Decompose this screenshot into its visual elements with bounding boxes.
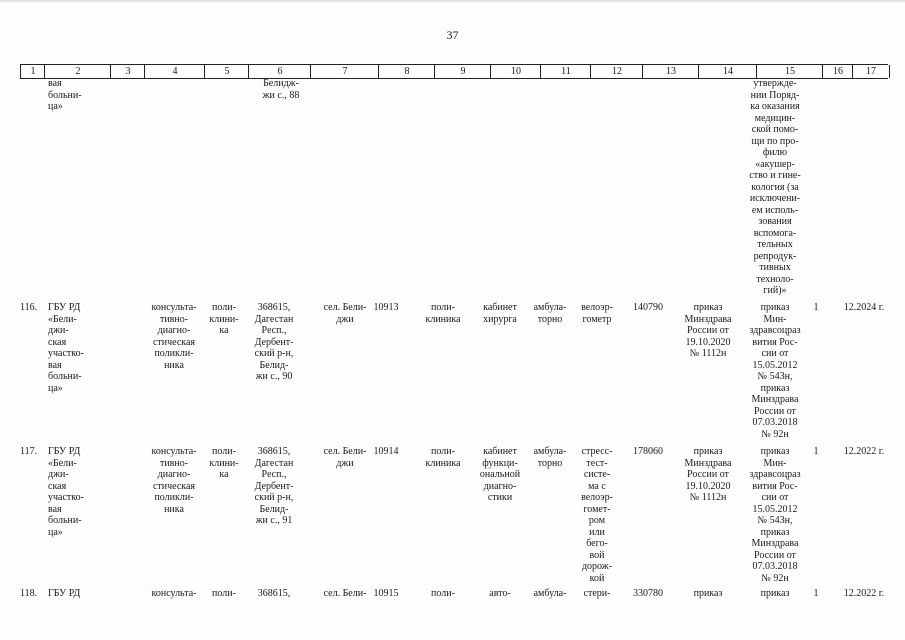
continuation-col-6: Белидж- жи с., 88: [262, 78, 300, 101]
header-col-4: 4: [144, 65, 205, 78]
code-cell: 10915: [373, 588, 399, 599]
order-cell: приказ Минздрава России от 19.10.2020 № 1112н: [684, 302, 732, 359]
header-col-17: 17: [852, 65, 890, 78]
header-col-6: 6: [248, 65, 311, 78]
address-cell: 368615, Дагестан Респ., Дербент- ский р-н, Белид- жи с., 90: [254, 302, 294, 382]
equipment-cell: стери-: [583, 588, 611, 599]
care-form-cell: амбула- торно: [533, 446, 567, 469]
unit-kind-cell: поли-: [212, 588, 236, 599]
unit-type-cell: консульта- тивно- диагно- стическая поликли- ника: [151, 446, 197, 515]
locality-cell: сел. Бели- джи: [323, 302, 367, 325]
department-cell: поли- клиника: [425, 302, 461, 325]
organization-cell: ГБУ РД «Бели- джи- ская участко- вая больни- ца»: [48, 446, 84, 538]
date-cell: 12.2022 г.: [843, 588, 885, 599]
equipment-code-cell: 178060: [633, 446, 663, 457]
code-cell: 10913: [373, 302, 399, 313]
continuation-col-15: утвержде- нии Поряд- ка оказания медицин- ской помо- щи по про- филю «акушер- ство и гине- кология (за исключени- ем исполь- зования вспомога- тельных репродук- тивных техноло- гий)»: [749, 78, 801, 296]
standard-order-cell: приказ Мин- здравсоцраз вития Рос- сии от 15.05.2012 № 543н, приказ Минздрава России от 07.03.2018 № 92н: [749, 446, 801, 584]
page-number: 37: [446, 28, 459, 42]
order-cell: приказ: [693, 588, 723, 599]
header-col-15: 15: [756, 65, 823, 78]
header-col-8: 8: [378, 65, 435, 78]
locality-cell: сел. Бели- джи: [323, 446, 367, 469]
row-number: 117.: [20, 446, 38, 457]
quantity-cell: 1: [813, 302, 819, 313]
unit-kind-cell: поли- клини- ка: [209, 302, 239, 336]
care-form-cell: амбула- торно: [533, 302, 567, 325]
header-col-1: 1: [20, 65, 45, 78]
address-cell: 368615,: [257, 588, 291, 599]
unit-type-cell: консульта-: [151, 588, 197, 599]
equipment-cell: велоэр- гометр: [581, 302, 613, 325]
header-col-14: 14: [698, 65, 757, 78]
department-cell: поли-: [431, 588, 455, 599]
cabinet-cell: авто-: [489, 588, 511, 599]
quantity-cell: 1: [813, 588, 819, 599]
cabinet-cell: кабинет функци- ональной диагно- стики: [479, 446, 521, 503]
header-col-16: 16: [822, 65, 853, 78]
equipment-cell: стресс- тест- систе- ма с велоэр- гомет- ром или бего- вой дорож- кой: [581, 446, 613, 584]
equipment-code-cell: 330780: [633, 588, 663, 599]
header-col-13: 13: [642, 65, 699, 78]
header-col-10: 10: [490, 65, 541, 78]
continuation-col-2: вая больни- ца»: [48, 78, 82, 112]
standard-order-cell: приказ Мин- здравсоцраз вития Рос- сии от 15.05.2012 № 543н, приказ Минздрава России от 07.03.2018 № 92н: [749, 302, 801, 440]
code-cell: 10914: [373, 446, 399, 457]
row-number: 116.: [20, 302, 38, 313]
row-number: 118.: [20, 588, 38, 599]
equipment-code-cell: 140790: [633, 302, 663, 313]
table-header-row: [20, 64, 888, 79]
organization-cell: ГБУ РД «Бели- джи- ская участко- вая больни- ца»: [48, 302, 84, 394]
header-col-2: 2: [44, 65, 111, 78]
header-col-9: 9: [434, 65, 491, 78]
header-col-11: 11: [540, 65, 591, 78]
header-col-3: 3: [110, 65, 145, 78]
care-form-cell: амбула-: [533, 588, 567, 599]
unit-kind-cell: поли- клини- ка: [209, 446, 239, 480]
unit-type-cell: консульта- тивно- диагно- стическая поликли- ника: [151, 302, 197, 371]
organization-cell: ГБУ РД: [48, 588, 81, 599]
order-cell: приказ Минздрава России от 19.10.2020 № 1112н: [684, 446, 732, 503]
quantity-cell: 1: [813, 446, 819, 457]
address-cell: 368615, Дагестан Респ., Дербент- ский р-н, Белид- жи с., 91: [254, 446, 294, 526]
cabinet-cell: кабинет хирурга: [483, 302, 517, 325]
date-cell: 12.2024 г.: [843, 302, 885, 313]
header-col-7: 7: [310, 65, 379, 78]
department-cell: поли- клиника: [425, 446, 461, 469]
locality-cell: сел. Бели-: [323, 588, 367, 599]
standard-order-cell: приказ: [760, 588, 790, 599]
header-col-5: 5: [204, 65, 249, 78]
date-cell: 12.2022 г.: [843, 446, 885, 457]
scan-edge: [0, 0, 905, 3]
header-col-12: 12: [590, 65, 643, 78]
